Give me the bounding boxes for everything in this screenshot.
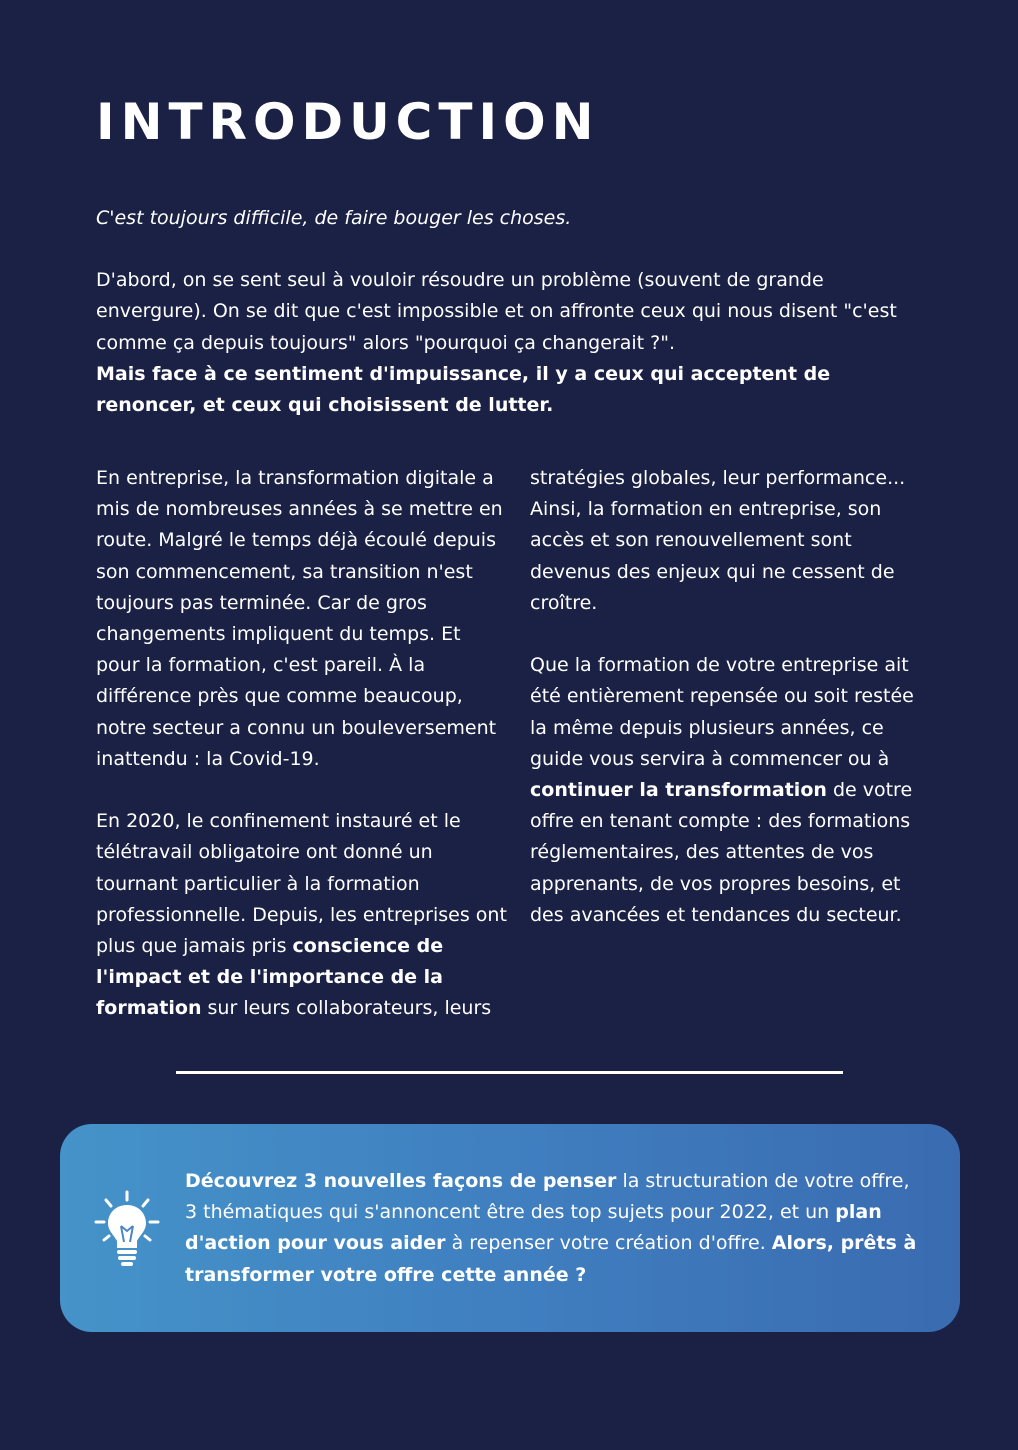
intro-emphasis xyxy=(96,359,926,421)
intro-tagline: C'est toujours difficile, de faire bouger les choses. xyxy=(96,207,572,229)
intro-emphasis-text: Mais face à ce sentiment d'impuissance, il y a ceux qui acceptent de renoncer, et ceux qui choisissent de lutter. xyxy=(96,362,831,417)
body-paragraph-2-end-part-a: sur leurs collaborateurs, leurs xyxy=(201,997,492,1020)
section-divider xyxy=(176,1071,843,1074)
callout-text xyxy=(185,1166,925,1291)
body-paragraph-3-bold: continuer la transformation xyxy=(530,779,827,802)
callout-text-2: à repenser votre création d'offre. xyxy=(445,1232,772,1255)
body-paragraph-2-end-part-b: stratégies globales, leur performance... Ainsi, la formation en entreprise, son accès et son renouvellement sont devenus des enjeux qui ne cessent de croître. xyxy=(530,467,906,614)
body-paragraph-3-end: de votre offre en tenant compte : des formations réglementaires, des attentes de vos apprenants, de vos propres besoins, et des avancées et tendances du secteur. xyxy=(530,779,913,926)
callout-text-1: la structuration de votre offre, 3 thématiques qui s'annoncent être des top sujets pour 2022, et un xyxy=(185,1170,910,1224)
callout-bold-2: plan d'action pour vous aider xyxy=(185,1201,882,1255)
callout-bold-1: Découvrez 3 nouvelles façons de penser xyxy=(185,1170,617,1192)
body-paragraph-2-part-b xyxy=(530,463,928,619)
lightbulb-icon xyxy=(92,1190,162,1270)
body-paragraph-2-start: En 2020, le confinement instauré et le télétravail obligatoire ont donné un tournant particulier à la formation professionnelle. Depuis, les entreprises ont plus que jamais pris xyxy=(96,810,507,958)
page-title: INTRODUCTION xyxy=(96,93,600,151)
body-paragraph-3-start: Que la formation de votre entreprise ait été entièrement repensée ou soit restée la même depuis plusieurs années, ce guide vous servira à commencer ou à xyxy=(530,654,914,770)
body-paragraph-1: En entreprise, la transformation digitale a mis de nombreuses années à se mettre en route. Malgré le temps déjà écoulé depuis son commencement, sa transition n'est toujours pas terminée. Car de gros changements impliquent du temps. Et pour la formation, c'est pareil. À la différence près que comme beaucoup, notre secteur a connu un bouleversement inattendu : la Covid-19. xyxy=(96,467,503,770)
body-paragraph-2-part-a xyxy=(96,806,508,1024)
body-column-left xyxy=(96,463,508,1056)
body-paragraph-3 xyxy=(530,650,928,931)
intro-section xyxy=(96,203,926,421)
callout-bold-3: Alors, prêts à transformer votre offre cette année ? xyxy=(185,1232,917,1286)
body-paragraph-2-bold: conscience de l'impact et de l'importance de la formation xyxy=(96,935,444,1020)
body-column-right xyxy=(530,463,928,962)
intro-paragraph: D'abord, on se sent seul à vouloir résoudre un problème (souvent de grande envergure). On se dit que c'est impossible et on affronte ceux qui nous disent "c'est comme ça depuis toujours" alors "pourquoi ça changerait ?". xyxy=(96,269,897,354)
